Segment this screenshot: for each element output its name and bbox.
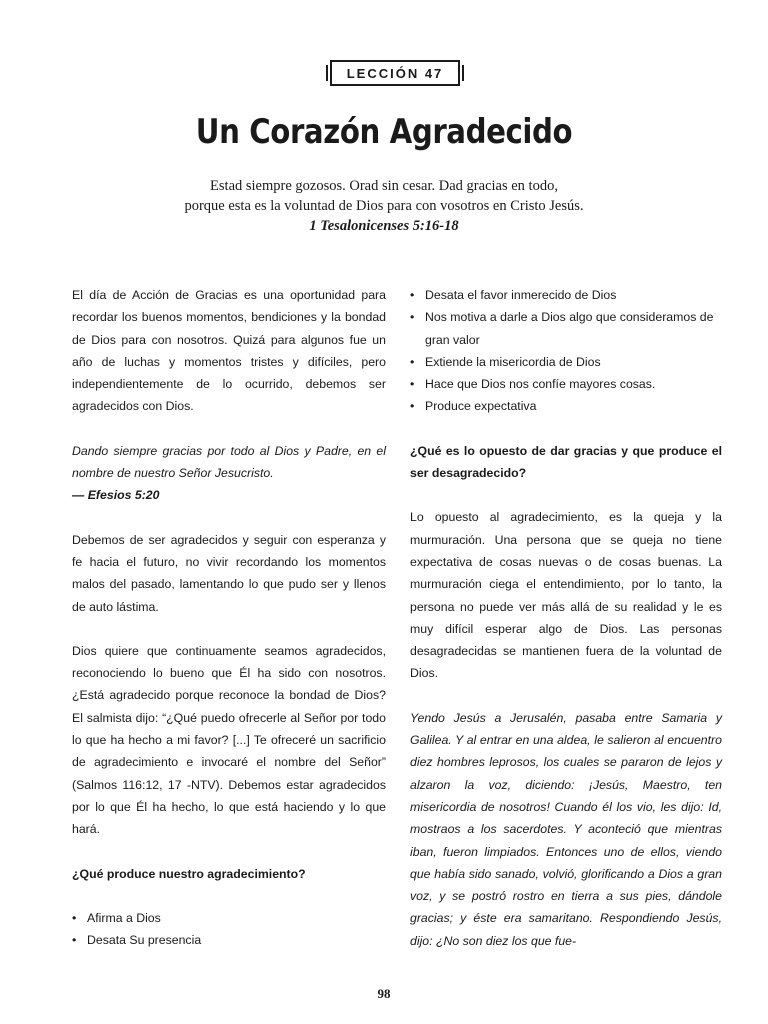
heading-opposite: ¿Qué es lo opuesto de dar gracias y que produce el ser desagradecido? (410, 443, 722, 481)
verse-reference: 1 Tesalonicenses 5:16-18 (309, 218, 459, 234)
list-item: • Nos motiva a darle a Dios algo que consideramos de gran valor (410, 306, 722, 351)
right-column (410, 284, 722, 952)
list-item: • Extiende la misericordia de Dios (410, 351, 722, 373)
verse-line-2: porque esta es la voluntad de Dios para con vosotros en Cristo Jesús. (184, 198, 584, 214)
list-item: • Hace que Dios nos confíe mayores cosas. (410, 373, 722, 395)
left-column (72, 284, 386, 951)
quote-ephesians-reference: — Efesios 5:20 (72, 488, 160, 503)
list-item: • Desata el favor inmerecido de Dios (410, 284, 722, 306)
quote-ephesians: Dando siempre gracias por todo al Dios y Padre, en el nombre de nuestro Señor Jesucristo. (72, 443, 386, 481)
paragraph-intro: El día de Acción de Gracias es una oportunidad para recordar los buenos momentos, bendiciones y la bondad de Dios para con nosotros. Quizá para algunos fue un año de luchas y momentos tristes y difíciles, pero independientemente de lo ocurrido, debemos ser agradecidos con Dios. (72, 288, 386, 414)
paragraph-murmuring: Lo opuesto al agradecimiento, es la queja y la murmuración. Una persona que se queja no tiene expectativa de cosas nuevas o de cosas buenas. La murmuración ciega el entendimiento, por lo tanto, la persona no puede ver más allá de su realidad y le es muy difícil esperar algo de Dios. Las personas desagradecidas se mantienen fuera de la voluntad de Dios. (410, 510, 722, 681)
heading-produces: ¿Qué produce nuestro agradecimiento? (72, 866, 306, 881)
left-bullet-list (72, 907, 386, 952)
epigraph-verse (0, 176, 768, 236)
right-bullet-list (410, 284, 722, 418)
lesson-label: LECCIÓN 47 (330, 60, 460, 86)
verse-line-1: Estad siempre gozosos. Orad sin cesar. Dad gracias en todo, (210, 178, 558, 194)
list-item: • Produce expectativa (410, 395, 722, 417)
page-title: Un Corazón Agradecido (195, 112, 573, 152)
list-item: • Desata Su presencia (72, 929, 386, 951)
page-number: 98 (377, 986, 391, 1001)
quote-lepers: Yendo Jesús a Jerusalén, pasaba entre Samaria y Galilea. Y al entrar en una aldea, le salieron al encuentro diez hombres leprosos, los cuales se pararon de lejos y alzaron la voz, diciendo: ¡Jesús, Maestro, ten misericordia de nosotros! Cuando él los vio, les dijo: Id, mostraos a los sacerdotes. Y aconteció que mientras iban, fueron limpiados. Entonces uno de ellos, viendo que había sido sanado, volvió, glorificando a Dios a gran voz, y se postró rostro en tierra a sus pies, dándole gracias; y éste era samaritano. Respondiendo Jesús, dijo: ¿No son diez los que fue- (410, 710, 722, 948)
list-item: • Afirma a Dios (72, 907, 386, 929)
paragraph-psalm: Dios quiere que continuamente seamos agradecidos, reconociendo lo bueno que Él ha sido con nosotros. ¿Está agradecido porque reconoce la bondad de Dios? El salmista dijo: “¿Qué puedo ofrecerle al Señor por todo lo que ha hecho a mi favor? [...] Te ofreceré un sacrificio de agradecimiento e invocaré el nombre del Señor” (Salmos 116:12, 17 -NTV). Debemos estar agradecidos por lo que Él ha hecho, lo que está haciendo y lo que hará. (72, 643, 386, 837)
paragraph-hope: Debemos de ser agradecidos y seguir con esperanza y fe hacia el futuro, no vivir recordando los momentos malos del pasado, lamentando lo que pudo ser y llenos de auto lástima. (72, 532, 386, 614)
